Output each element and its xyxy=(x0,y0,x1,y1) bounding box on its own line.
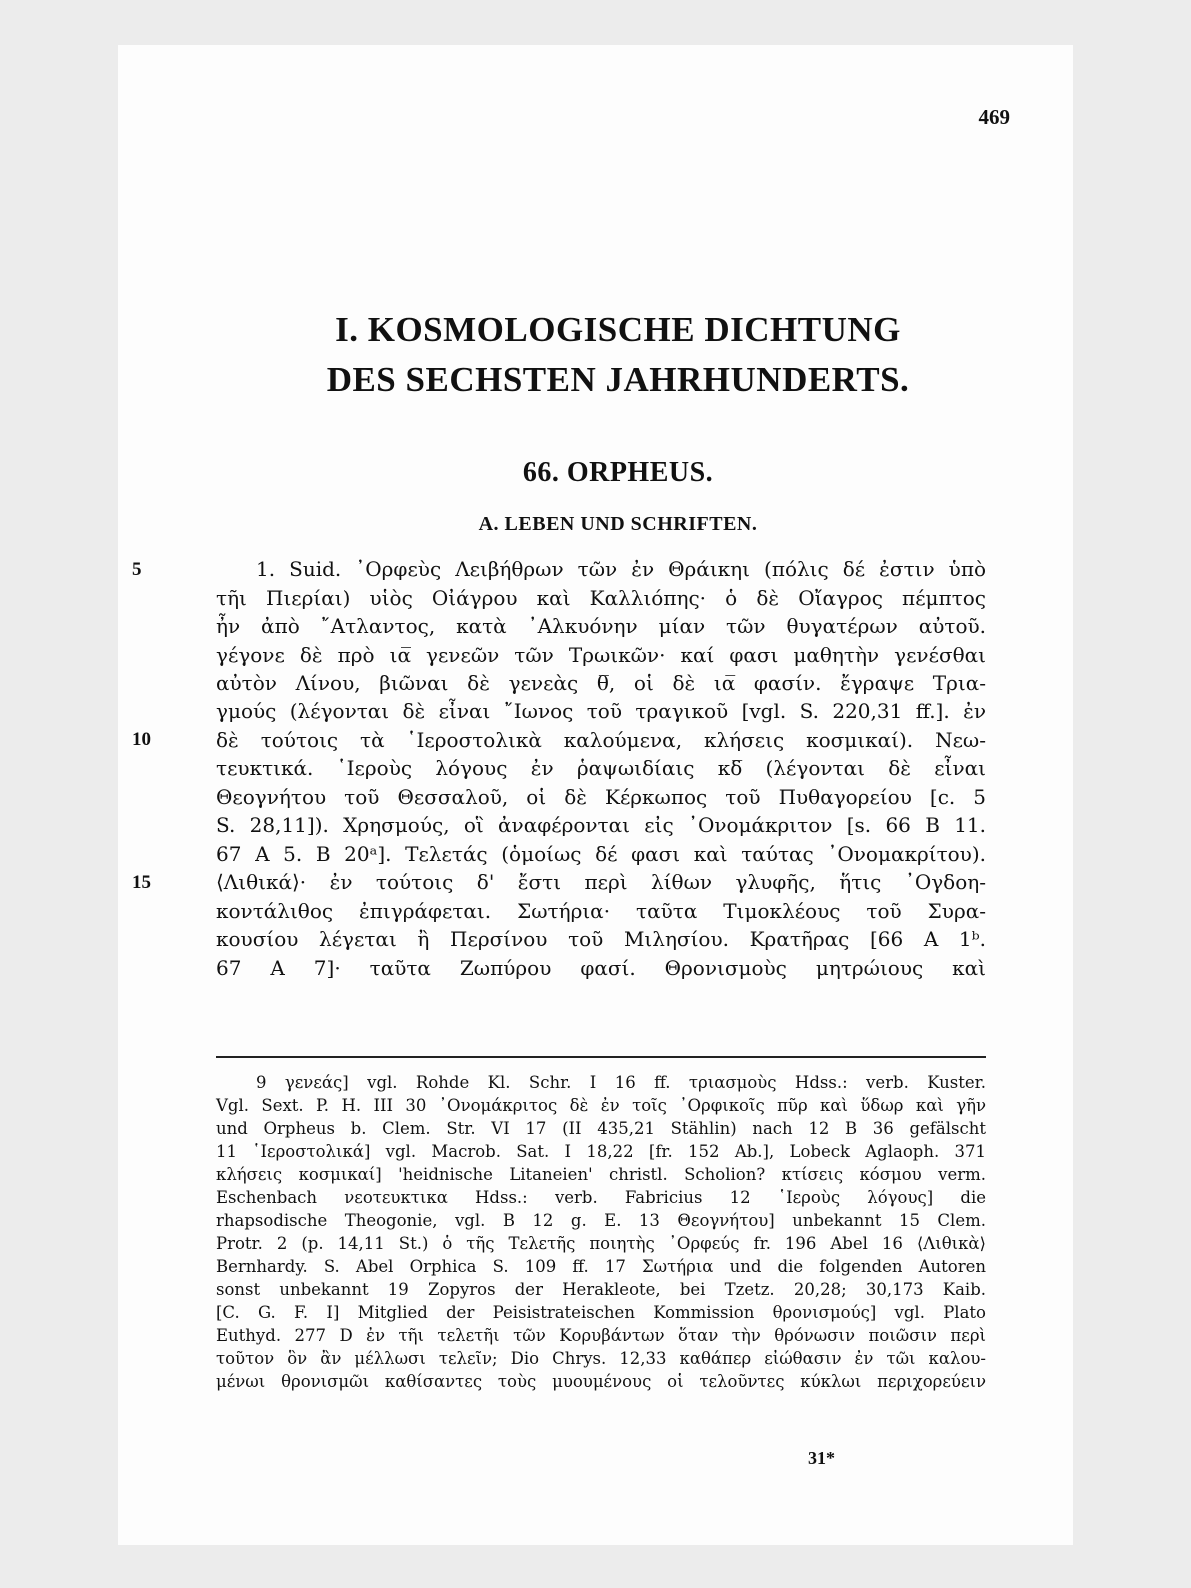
section-heading: A. LEBEN UND SCHRIFTEN. xyxy=(478,513,758,535)
text-line: 67 A 7]· ταῦτα Ζωπύρου φασί. Θρονισμοὺς μητρώιους καὶ xyxy=(216,956,986,980)
footnote-line: Protr. 2 (p. 14,11 St.) ὁ τῆς Τελετῆς ποιητὴς ᾿Ορφεύς fr. 196 Abel 16 ⟨Λιθικὰ⟩ xyxy=(216,1234,986,1253)
footnote-line: [C. G. F. I] Mitglied der Peisistrateischen Kommission θρονισμούς] vgl. Plato xyxy=(216,1303,986,1322)
footnote-line: Bernhardy. S. Abel Orphica S. 109 ff. 17 Σωτήρια und die folgenden Autoren xyxy=(216,1257,986,1276)
part-title-line-1: I. KOSMOLOGISCHE DICHTUNG xyxy=(335,310,901,349)
footnote-line: rhapsodische Theogonie, vgl. B 12 g. E. 13 Θεογνήτου] unbekannt 15 Clem. xyxy=(216,1211,986,1230)
text-line: 67 A 5. B 20ᵃ]. Τελετάς (ὁμοίως δέ φασι καὶ ταύτας ᾿Ονομακρίτου). xyxy=(216,842,986,866)
chapter-heading: 66. ORPHEUS. xyxy=(522,457,714,488)
text-line: κουσίου λέγεται ἢ Περσίνου τοῦ Μιλησίου. Κρατῆρας [66 A 1ᵇ. xyxy=(216,927,986,951)
footnote-line: 11 ῾Ιεροστολικά] vgl. Macrob. Sat. I 18,22 [fr. 152 Ab.], Lobeck Aglaoph. 371 xyxy=(216,1142,986,1161)
text-line: δὲ τούτοις τὰ ῾Ιεροστολικὰ καλούμενα, κλήσεις κοσμικαί). Νεω- xyxy=(216,728,986,752)
text-line: 1. Suid. ᾿Ορφεὺς Λειβήθρων τῶν ἐν Θράικηι (πόλις δέ ἐστιν ὑπὸ xyxy=(256,557,986,581)
footnote-line: 9 γενεάς] vgl. Rohde Kl. Schr. I 16 ff. τριασμοὺς Hdss.: verb. Kuster. xyxy=(256,1073,986,1092)
text-line: S. 28,11]). Χρησμούς, οἳ ἀναφέρονται εἰς ᾿Ονομάκριτον [s. 66 B 11. xyxy=(216,813,986,837)
text-line: γέγονε δὲ πρὸ ια̅ γενεῶν τῶν Τρωικῶν· καί φασι μαθητὴν γενέσθαι xyxy=(216,643,986,667)
text-line: ⟨Λιθικά⟩· ἐν τούτοις δ' ἔστι περὶ λίθων γλυφῆς, ἥτις ᾿Ογδοη- xyxy=(216,870,986,894)
text-line: τευκτικά. ῾Ιεροὺς λόγους ἐν ῥαψωιδίαις κδ̅ (λέγονται δὲ εἶναι xyxy=(216,756,986,780)
part-title-line-2: DES SECHSTEN JAHRHUNDERTS. xyxy=(326,360,910,399)
text-line: ἦν ἀπὸ ῎Ατλαντος, κατὰ ᾿Αλκυόνην μίαν τῶν θυγατέρων αὐτοῦ. xyxy=(216,614,986,638)
footnote-divider xyxy=(216,1056,986,1058)
page-number: 469 xyxy=(978,105,1010,129)
text-line: αὐτὸν Λίνου, βιῶναι δὲ γενεὰς θ̅, οἱ δὲ ια̅ φασίν. ἔγραψε Τρια- xyxy=(216,671,986,695)
footnote-line: μένωι θρονισμῶι καθίσαντες τοὺς μυουμένους οἱ τελοῦντες κύκλωι περιχορεύειν xyxy=(216,1372,986,1391)
footnote-line: und Orpheus b. Clem. Str. VI 17 (II 435,21 Stählin) nach 12 B 36 gefälscht xyxy=(216,1119,986,1138)
footnote-line: Eschenbach νεοτευκτικα Hdss.: verb. Fabricius 12 ῾Ιεροὺς λόγους] die xyxy=(216,1188,986,1207)
text-line: κοντάλιθος ἐπιγράφεται. Σωτήρια· ταῦτα Τιμοκλέους τοῦ Συρα- xyxy=(216,899,986,923)
footnote-line: τοῦτον ὃν ἂν μέλλωσι τελεῖν; Dio Chrys. 12,33 καθάπερ εἰώθασιν ἐν τῶι καλου- xyxy=(216,1349,986,1368)
line-number-5: 5 xyxy=(132,559,142,580)
footnote-line: κλήσεις κοσμικαί] 'heidnische Litaneien' christl. Scholion? κτίσεις κόσμου verm. xyxy=(216,1165,986,1184)
text-line: γμούς (λέγονται δὲ εἶναι ῎Ιωνος τοῦ τραγικοῦ [vgl. S. 220,31 ff.]. ἐν xyxy=(216,699,986,723)
text-line: Θεογνήτου τοῦ Θεσσαλοῦ, οἱ δὲ Κέρκωπος τοῦ Πυθαγορείου [c. 5 xyxy=(216,785,986,809)
footnote-line: sonst unbekannt 19 Zopyros der Herakleote, bei Tzetz. 20,28; 30,173 Kaib. xyxy=(216,1280,986,1299)
line-number-15: 15 xyxy=(132,872,151,893)
text-line: τῆι Πιερίαι) υἱὸς Οἰάγρου καὶ Καλλιόπης· ὁ δὲ Οἴαγρος πέμπτος xyxy=(216,586,986,610)
footnote-line: Euthyd. 277 D ἐν τῆι τελετῆι τῶν Κορυβάντων ὅταν τὴν θρόνωσιν ποιῶσιν περὶ xyxy=(216,1326,986,1345)
book-page xyxy=(118,45,1073,1545)
line-number-10: 10 xyxy=(132,729,151,750)
signature-mark: 31* xyxy=(808,1448,835,1468)
footnote-line: Vgl. Sext. P. H. III 30 ᾿Ονομάκριτος δὲ ἐν τοῖς ᾿Ορφικοῖς πῦρ καὶ ὕδωρ καὶ γῆν xyxy=(216,1096,986,1115)
